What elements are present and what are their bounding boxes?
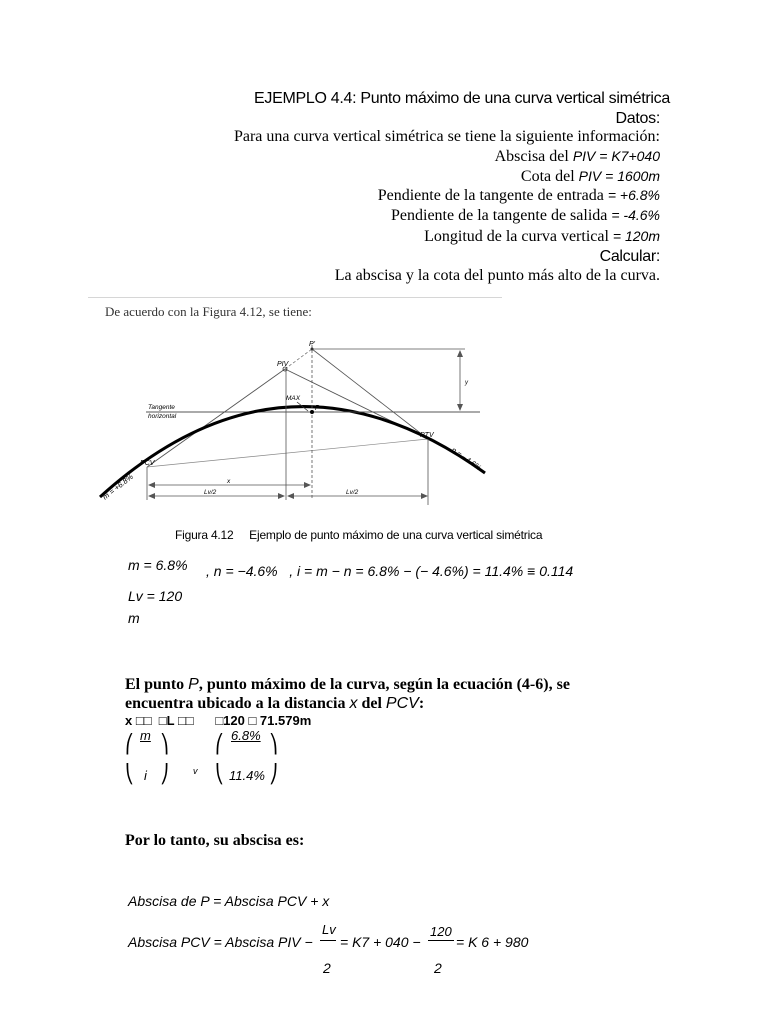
data-row-pendiente-salida: Pendiente de la tangente de salida = -4.6% (391, 207, 660, 224)
paren-close-3: ⎠ (160, 764, 169, 784)
p-label: P (315, 405, 320, 412)
question-text: La abscisa y la cota del punto más alto de la curva. (334, 267, 660, 284)
data-row-pendiente-entrada: Pendiente de la tangente de entrada = +6.8% (377, 187, 660, 204)
frac-num: 6.8% (231, 728, 261, 743)
abscisa-p-equation: Abscisa de P = Abscisa PCV + x (128, 893, 330, 909)
garbled-formula: x □□ □L □□ □120 □ 71.579m (125, 713, 312, 728)
abscisa-pcv-equation-c: = K 6 + 980 (456, 934, 529, 950)
lv-equation: Lv = 120 (128, 588, 183, 604)
fraction-bar-1 (320, 940, 336, 941)
x-dim-label: x (227, 478, 231, 485)
chord-line (312, 349, 428, 439)
lv-half-left-label: Lv/2 (204, 489, 217, 496)
frac-i: i (144, 768, 147, 783)
denominator-2-a: 2 (323, 960, 331, 976)
max-label: MAX (286, 395, 301, 402)
intro-text: Para una curva vertical simétrica se tiene la siguiente información: (233, 128, 660, 145)
paren-open-4: ⎝ (215, 764, 224, 784)
paren-open-3: ⎝ (125, 764, 134, 784)
paren-open-1: ⎛ (125, 734, 134, 754)
frac-v: v (193, 766, 198, 776)
horizontal-label: horizontal (148, 413, 177, 420)
denominator-2-b: 2 (434, 960, 442, 976)
lv-unit: m (128, 610, 140, 626)
paren-open-2: ⎛ (215, 734, 224, 754)
frac-den: 11.4% (229, 768, 265, 783)
example-title: EJEMPLO 4.4: Punto máximo de una curva vertical simétrica (254, 90, 670, 107)
piv-label: PIV (277, 361, 289, 368)
n-i-equation: , n = −4.6% , i = m − n = 6.8% − (− 4.6%) = 11.4% ≡ 0.114 (206, 563, 574, 579)
paren-close-4: ⎠ (269, 764, 278, 784)
figure-caption: Figura 4.12 Ejemplo de punto máximo de una curva vertical simétrica (175, 528, 543, 542)
y-label: y (465, 380, 468, 386)
calcular-label: Calcular: (599, 248, 660, 265)
figure-lead-text: De acuerdo con la Figura 4.12, se tiene: (105, 304, 312, 319)
p-paragraph-line1: El punto P, punto máximo de la curva, según la ecuación (4-6), se (125, 676, 570, 693)
p-point (310, 410, 314, 414)
data-row-longitud: Longitud de la curva vertical = 120m (424, 228, 660, 245)
m-equation: m = 6.8% (128, 557, 188, 573)
p-paragraph-line2: encuentra ubicado a la distancia x del PCV: (125, 695, 425, 712)
p-prime-label: P' (309, 341, 316, 348)
tangente-label: Tangente (148, 404, 175, 411)
ptv-label: PTV (420, 432, 434, 439)
entry-tangent-extension (285, 349, 312, 369)
pcv-label: PCV (140, 460, 155, 467)
lv-half-right-label: Lv/2 (346, 489, 359, 496)
n-slope-label: n = −4.6% (449, 445, 484, 473)
abscisa-pcv-lv: Lv (322, 922, 336, 937)
abscisa-pcv-num: 120 (430, 924, 452, 939)
frac-m: m (140, 728, 151, 743)
data-row-cota: Cota del PIV = 1600m (520, 168, 660, 185)
therefore-text: Por lo tanto, su abscisa es: (125, 832, 305, 849)
pcv-ptv-chord (147, 439, 428, 467)
abscisa-pcv-equation-a: Abscisa PCV = Abscisa PIV − (128, 934, 313, 950)
fraction-bar-2 (428, 940, 454, 941)
m-slope-label: m = +6.8% (100, 472, 135, 502)
datos-label: Datos: (615, 110, 660, 127)
paren-close-2: ⎞ (269, 734, 278, 754)
paren-close-1: ⎞ (160, 734, 169, 754)
vertical-curve (100, 407, 485, 497)
data-row-abscisa: Abscisa del PIV = K7+040 (494, 148, 660, 165)
abscisa-pcv-equation-b: = K7 + 040 − (340, 934, 421, 950)
